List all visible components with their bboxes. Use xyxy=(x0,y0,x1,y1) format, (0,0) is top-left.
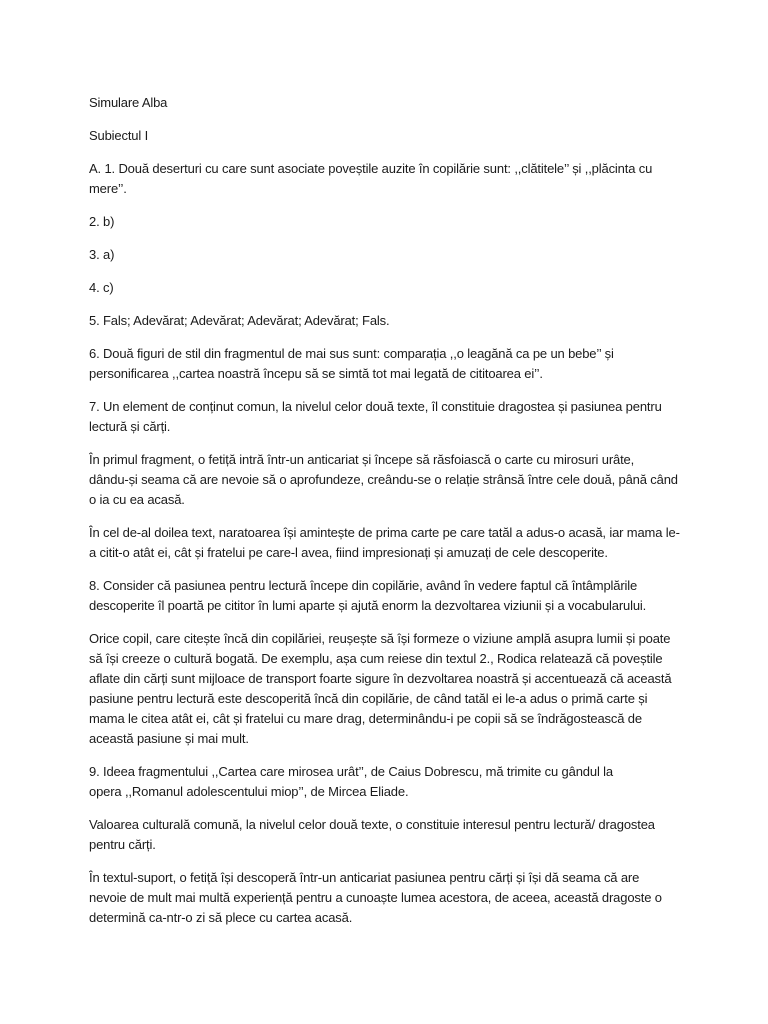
answer-8-argument xyxy=(89,629,749,749)
answer-9-support-text xyxy=(89,868,749,928)
text-line: o ia cu ea acasă. xyxy=(89,492,185,507)
answer-a1 xyxy=(89,159,749,199)
text-line: Simulare Alba xyxy=(89,95,168,110)
text-line: să își creeze o cultură bogată. De exemplu, așa cum reiese din textul 2., Rodica relatează că poveștile xyxy=(89,651,663,666)
text-line: 9. Ideea fragmentului ,,Cartea care mirosea urât’’, de Caius Dobrescu, mă trimite cu gândul la xyxy=(89,764,613,779)
text-line: nevoie de mult mai multă experiență pentru a cunoaște lumea acestora, de aceea, această dragoste o xyxy=(89,890,662,905)
text-line: 8. Consider că pasiunea pentru lectură începe din copilărie, având în vedere faptul că întâmplările xyxy=(89,578,638,593)
text-line: descoperite îl poartă pe cititor în lumi aparte și ajută enorm la dezvoltarea viziunii și a vocabularului. xyxy=(89,598,647,613)
text-line: 2. b) xyxy=(89,214,115,229)
text-line: dându-și seama că are nevoie să o aprofundeze, creându-se o relație strânsă între cele două, până când xyxy=(89,472,678,487)
answer-2 xyxy=(89,212,749,232)
answer-9 xyxy=(89,762,749,802)
answer-5 xyxy=(89,311,749,331)
text-line: În primul fragment, o fetiță intră într-un anticariat și începe să răsfoiască o carte cu mirosuri urâte, xyxy=(89,452,635,467)
answer-7 xyxy=(89,397,749,437)
text-line: pentru cărți. xyxy=(89,837,156,852)
document-page xyxy=(89,93,749,941)
text-line: Orice copil, care citește încă din copilăriei, reușește să își formeze o viziune amplă asupra lumii și poate xyxy=(89,631,671,646)
document-title xyxy=(89,93,749,113)
text-line: 4. c) xyxy=(89,280,114,295)
text-line: personificarea ,,cartea noastră începu să se simtă tot mai legată de cititoarea ei’’. xyxy=(89,366,543,381)
text-line: 7. Un element de conținut comun, la nivelul celor două texte, îl constituie dragostea și pasiunea pentru xyxy=(89,399,662,414)
section-heading xyxy=(89,126,749,146)
answer-8 xyxy=(89,576,749,616)
text-line: a citit-o atât ei, cât și fratelui pe care-l avea, fiind impresionați și amuzați de cele descoperite. xyxy=(89,545,608,560)
answer-7-second-text xyxy=(89,523,749,563)
answer-9-common-value xyxy=(89,815,749,855)
text-line: determină ca-ntr-o zi să plece cu cartea acasă. xyxy=(89,910,353,925)
answer-3 xyxy=(89,245,749,265)
text-line: 3. a) xyxy=(89,247,115,262)
answer-4 xyxy=(89,278,749,298)
answer-6 xyxy=(89,344,749,384)
text-line: Valoarea culturală comună, la nivelul celor două texte, o constituie interesul pentru lectură/ dragostea xyxy=(89,817,655,832)
text-line: pasiune pentru lectură este descoperită încă din copilărie, de când tatăl ei le-a adus o primă carte și xyxy=(89,691,648,706)
text-line: mere’’. xyxy=(89,181,127,196)
text-line: 6. Două figuri de stil din fragmentul de mai sus sunt: comparația ,,o leagănă ca pe un bebe’’ și xyxy=(89,346,614,361)
text-line: aflate din cărți sunt mijloace de transport foarte sigure în dezvoltarea noastră și accentuează că această xyxy=(89,671,672,686)
text-line: A. 1. Două deserturi cu care sunt asociate poveștile auzite în copilărie sunt: ,,clătitele’’ și ,,plăcinta cu xyxy=(89,161,653,176)
text-line: Subiectul I xyxy=(89,128,149,143)
text-line: mama le citea atât ei, cât și fratelui cu mare drag, determinându-i pe copii să se îndrăgostească de xyxy=(89,711,642,726)
text-line: 5. Fals; Adevărat; Adevărat; Adevărat; Adevărat; Fals. xyxy=(89,313,390,328)
text-line: În textul-suport, o fetiță își descoperă într-un anticariat pasiunea pentru cărți și își dă seama că are xyxy=(89,870,640,885)
text-line: opera ,,Romanul adolescentului miop’’, de Mircea Eliade. xyxy=(89,784,409,799)
text-line: În cel de-al doilea text, naratoarea își amintește de prima carte pe care tatăl a adus-o acasă, iar mama le- xyxy=(89,525,680,540)
answer-7-first-fragment xyxy=(89,450,749,510)
text-line: această pasiune și mai mult. xyxy=(89,731,249,746)
text-line: lectură și cărți. xyxy=(89,419,171,434)
